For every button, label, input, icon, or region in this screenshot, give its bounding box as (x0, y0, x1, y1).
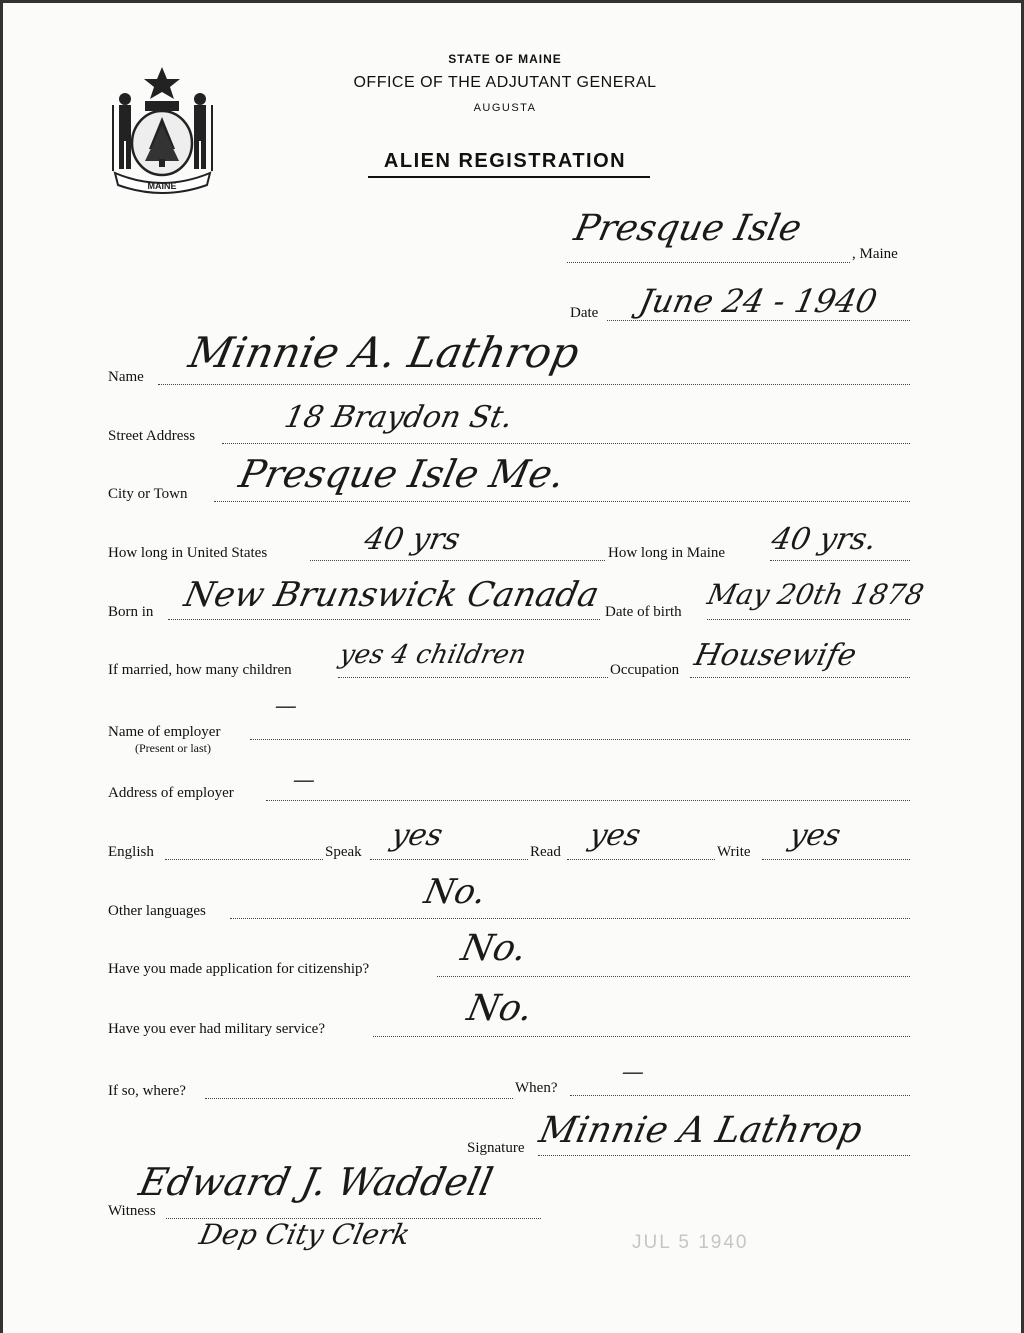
date-line (607, 320, 910, 321)
when-line (570, 1095, 910, 1096)
employer-sublabel: (Present or last) (135, 741, 211, 755)
citizenship-value[interactable]: No. (457, 928, 531, 969)
seal-scroll-text: MAINE (147, 181, 177, 191)
employer-value[interactable]: — (272, 694, 300, 719)
street-line (222, 443, 910, 444)
write-line (762, 859, 910, 860)
us-line (310, 560, 605, 561)
speak-value[interactable]: yes (388, 818, 446, 853)
city-heading: AUGUSTA (473, 102, 537, 114)
when-label: When? (515, 1080, 558, 1096)
maine-label: How long in Maine (608, 545, 726, 561)
employer-label: Name of employer (108, 724, 221, 740)
signature-value[interactable]: Minnie A Lathrop (535, 1110, 866, 1151)
citizenship-line (437, 976, 910, 977)
other-languages-label: Other languages (108, 903, 206, 919)
street-value[interactable]: 18 Braydon St. (281, 400, 516, 435)
when-value[interactable]: — (619, 1060, 647, 1085)
date-label: Date (570, 305, 599, 321)
maine-line (770, 560, 910, 561)
military-line (373, 1036, 910, 1037)
read-line (567, 859, 715, 860)
other-languages-line (230, 918, 910, 919)
where-line (205, 1098, 513, 1099)
occupation-line (690, 677, 910, 678)
military-label: Have you ever had military service? (108, 1021, 325, 1037)
employer-line (250, 739, 910, 740)
name-label: Name (108, 369, 144, 385)
other-languages-value[interactable]: No. (420, 872, 490, 912)
city-value[interactable]: Presque Isle Me. (235, 452, 569, 496)
witness-label: Witness (108, 1203, 156, 1219)
write-label: Write (717, 844, 751, 860)
signature-label: Signature (467, 1140, 525, 1156)
children-value[interactable]: yes 4 children (336, 640, 529, 670)
witness-signature[interactable]: Edward J. Waddell (135, 1160, 497, 1204)
dob-label: Date of birth (605, 604, 682, 620)
place-line (567, 262, 850, 263)
read-value[interactable]: yes (586, 818, 644, 853)
english-line (165, 859, 323, 860)
form-title: ALIEN REGISTRATION (383, 150, 627, 172)
us-years-value[interactable]: 40 yrs (361, 522, 464, 557)
received-date-stamp: JUL 5 1940 (632, 1232, 749, 1253)
military-value[interactable]: No. (463, 988, 537, 1029)
write-value[interactable]: yes (786, 818, 844, 853)
born-label: Born in (108, 604, 154, 620)
where-label: If so, where? (108, 1083, 186, 1099)
speak-line (370, 859, 528, 860)
occupation-value[interactable]: Housewife (691, 638, 860, 673)
scan-border-top (0, 0, 1024, 3)
name-value[interactable]: Minnie A. Lathrop (184, 328, 584, 377)
maine-years-value[interactable]: 40 yrs. (768, 522, 880, 557)
office-heading: OFFICE OF THE ADJUTANT GENERAL (353, 74, 657, 91)
children-line (338, 677, 608, 678)
occupation-label: Occupation (610, 662, 680, 678)
english-label: English (108, 844, 154, 860)
city-label: City or Town (108, 486, 188, 502)
read-label: Read (530, 844, 561, 860)
employer-address-value[interactable]: — (290, 768, 318, 793)
scan-border-left (0, 0, 3, 1333)
employer-address-label: Address of employer (108, 785, 234, 801)
us-label: How long in United States (108, 545, 268, 561)
dob-value[interactable]: May 20th 1878 (704, 578, 927, 611)
signature-line (538, 1155, 910, 1156)
witness-title[interactable]: Dep City Clerk (196, 1218, 414, 1251)
name-line (158, 384, 910, 385)
children-label: If married, how many children (108, 662, 292, 678)
citizenship-label: Have you made application for citizenship? (108, 961, 370, 977)
place-value[interactable]: Presque Isle (570, 208, 806, 249)
maine-seal-icon (105, 65, 220, 195)
speak-label: Speak (325, 844, 362, 860)
born-value[interactable]: New Brunswick Canada (180, 575, 603, 615)
dob-line (707, 619, 910, 620)
born-line (168, 619, 600, 620)
city-line (214, 501, 910, 502)
street-label: Street Address (108, 428, 196, 444)
state-heading: STATE OF MAINE (448, 52, 562, 66)
employer-address-line (266, 800, 910, 801)
date-value[interactable]: June 24 - 1940 (635, 282, 881, 320)
title-underline (368, 176, 650, 178)
place-suffix-label: , Maine (852, 246, 898, 262)
